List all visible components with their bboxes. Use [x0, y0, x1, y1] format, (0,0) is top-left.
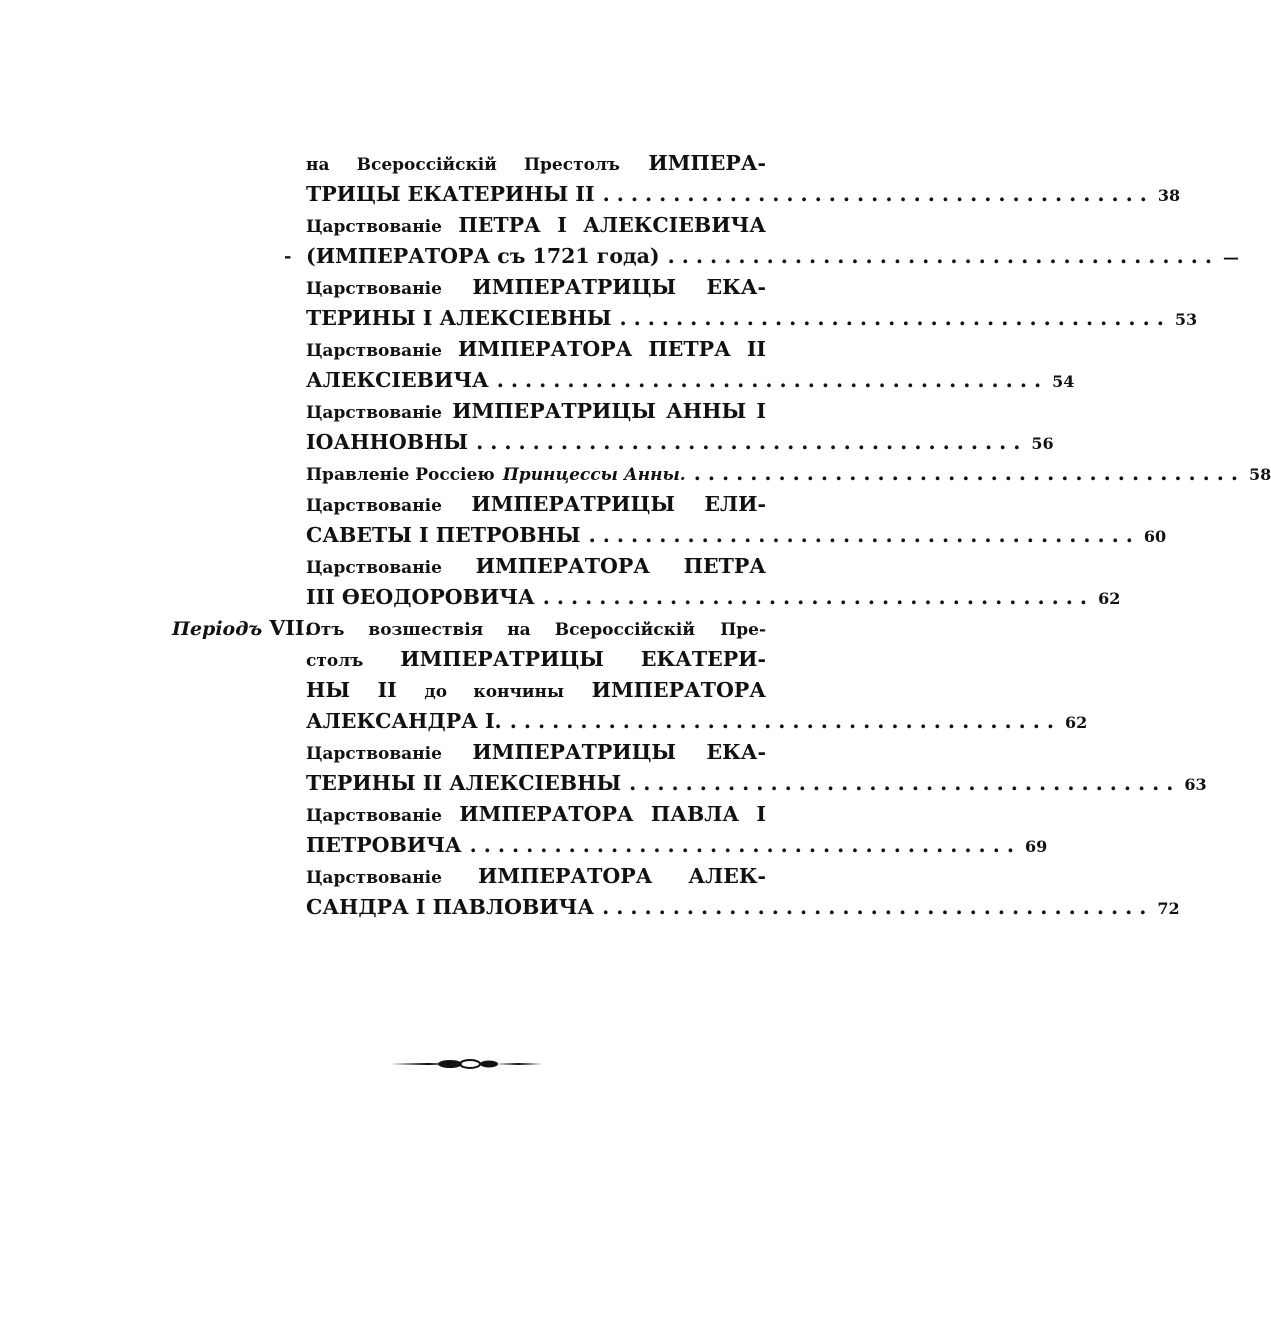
- toc-entry: Правленіе Россіею Принцессы Анны. ....................................... 58: [306, 458, 766, 489]
- leader-dots: .......................................: [602, 895, 1154, 919]
- toc-line: Царствованіе ИМПЕРАТОРА ПЕТРА II: [306, 337, 767, 361]
- leader-dots: .......................................: [693, 461, 1246, 485]
- margin-dash: -: [284, 246, 292, 267]
- toc-line: Царствованіе ПЕТРА I АЛЕКСІЕВИЧА: [306, 213, 766, 237]
- leader-dots: .......................................: [602, 182, 1154, 206]
- page-number: 54: [1052, 372, 1075, 391]
- leader-dots: .......................................: [542, 585, 1095, 609]
- toc-entry: АЛЕКСАНДРА I. ....................................... 62: [306, 706, 766, 737]
- toc-entry: ТЕРИНЫ II АЛЕКСІЕВНЫ ....................................... 63: [306, 768, 766, 799]
- toc-line: Царствованіе ИМПЕРАТОРА АЛЕК-: [306, 864, 766, 888]
- page-number: 38: [1157, 186, 1181, 205]
- toc-line: на Всероссійскій Престолъ ИМПЕРА-: [306, 151, 766, 175]
- toc-line: Царствованіе ИМПЕРАТОРА ПЕТРА: [306, 554, 766, 578]
- toc-line: Отъ возшествія на Всероссійскій Пре-: [306, 620, 766, 640]
- leader-dots: .......................................: [469, 833, 1021, 857]
- period-label: Періодъ VII.: [172, 616, 312, 640]
- toc-entry: III ӨЕОДОРОВИЧА ....................................... 62: [306, 582, 766, 613]
- page-number: —: [1222, 248, 1239, 267]
- leader-dots: .......................................: [667, 244, 1219, 268]
- ornament-divider-icon: [388, 1054, 544, 1074]
- toc-line: Царствованіе ИМПЕРАТРИЦЫ АННЫ I: [306, 399, 766, 423]
- toc-entry: ТРИЦЫ ЕКАТЕРИНЫ II ....................................... 38: [306, 179, 766, 210]
- page-number: 62: [1065, 713, 1088, 732]
- toc-entry: ТЕРИНЫ I АЛЕКСІЕВНЫ ....................................... 53: [306, 303, 766, 334]
- page-number: 60: [1143, 527, 1167, 546]
- page-number: 53: [1174, 310, 1198, 329]
- toc-line: Царствованіе ИМПЕРАТРИЦЫ ЕКА-: [306, 740, 766, 764]
- toc-line: НЫ II до кончины ИМПЕРАТОРА: [306, 678, 766, 702]
- leader-dots: .......................................: [509, 709, 1062, 733]
- page-number: 72: [1157, 899, 1180, 918]
- toc-entry: ПЕТРОВИЧА ....................................... 69: [306, 830, 766, 861]
- leader-dots: .......................................: [496, 368, 1049, 392]
- toc-line: Царствованіе ИМПЕРАТОРА ПАВЛА I: [306, 802, 767, 826]
- toc-entry: (ИМПЕРАТОРА съ 1721 года) ....................................... —: [306, 241, 766, 272]
- toc-line: Царствованіе ИМПЕРАТРИЦЫ ЕЛИ-: [306, 492, 766, 516]
- leader-dots: .......................................: [476, 430, 1028, 454]
- toc-entry: САНДРА I ПАВЛОВИЧА ....................................... 72: [306, 892, 766, 923]
- page-number: 69: [1024, 837, 1048, 856]
- toc-entry: ІОАННОВНЫ ....................................... 56: [306, 427, 766, 458]
- toc-entry: САВЕТЫ I ПЕТРОВНЫ ....................................... 60: [306, 520, 766, 551]
- toc-line: столъ ИМПЕРАТРИЦЫ ЕКАТЕРИ-: [306, 647, 767, 671]
- leader-dots: .......................................: [619, 306, 1171, 330]
- page-number: 58: [1249, 465, 1271, 484]
- page-number: 62: [1098, 589, 1121, 608]
- leader-dots: .......................................: [629, 771, 1181, 795]
- toc-line: Царствованіе ИМПЕРАТРИЦЫ ЕКА-: [306, 275, 766, 299]
- page-number: 63: [1184, 775, 1207, 794]
- page-number: 56: [1031, 434, 1054, 453]
- toc-entry: АЛЕКСІЕВИЧА ....................................... 54: [306, 365, 766, 396]
- leader-dots: .......................................: [588, 523, 1140, 547]
